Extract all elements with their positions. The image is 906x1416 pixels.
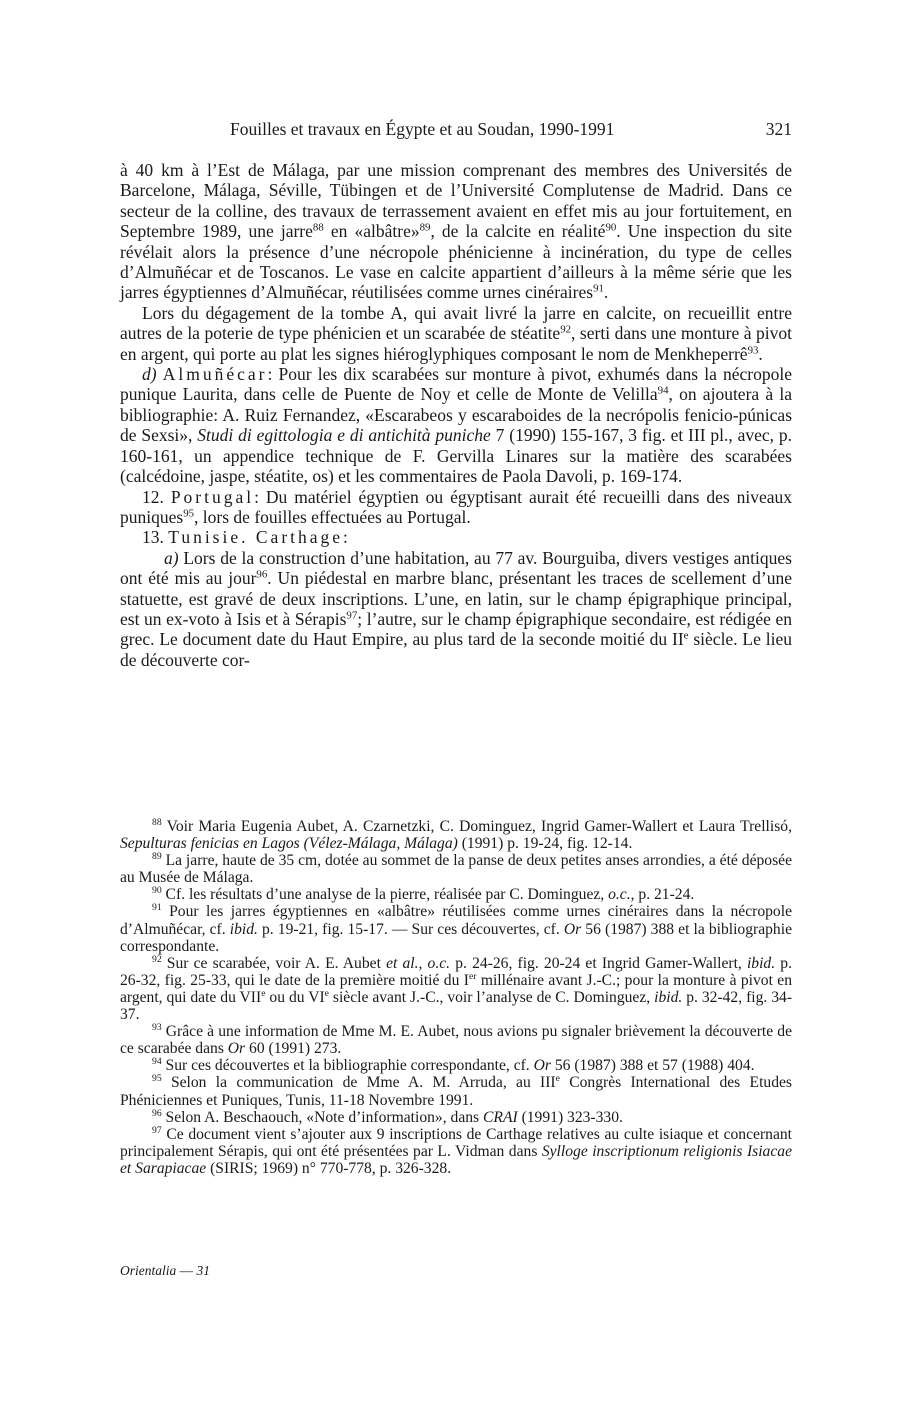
text-run: (SIRIS; 1969) n° 770-778, p. 326-328. [206,1159,452,1177]
footnote-ref[interactable]: 91 [593,282,604,295]
footnote-number: 92 [152,953,162,965]
text-run: 7 (1990) 155-167, 3 fig. et III pl., avec, p. 160-161, un appendice technique de F. Gervilla Linares sur la matière des scarabées (calcédoine, jaspe, stéatite, os) et les commentaires de Paola Davoli, p. 169-174. [120,425,793,487]
superscript: e [324,987,329,999]
footnote-ref[interactable]: 95 [183,507,195,520]
section-heading: Almuñécar [162,364,268,385]
footnote-90 [120,886,792,903]
superscript: e [261,987,266,999]
text-run: , on ajoutera à la bibliographie: A. Ruiz Fernandez, «Escarabeos y escaraboides de la necrópolis fenicio-púnicas de Sexsi», [120,384,792,446]
text-run: . [603,282,609,303]
citation-title: Sepulturas fenicias en Lagos (Vélez-Málaga, Málaga) [120,835,458,853]
signature-mark: 31 [196,1263,210,1278]
footnote-ref[interactable]: 96 [256,568,268,581]
footnote-92 [120,955,792,1023]
text-run: Sur ces découvertes et la bibliographie correspondante, cf. [161,1057,534,1075]
superscript: e [683,629,689,642]
footnote-96 [120,1109,792,1126]
section-heading: Portugal [170,486,255,507]
citation-abbrev: ibid. [746,954,776,972]
section-heading: Tunisie. Carthage [168,527,344,548]
text-run: p. 32-42, fig. 34-37. [120,988,793,1024]
text-run: (1991) 323-330. [517,1108,623,1126]
page-number: 321 [765,119,792,139]
footnotes [120,818,792,1177]
text-run: Pour les jarres égyptiennes en «albâtre» réutilisées comme urnes cinéraires dans la nécropole d’Almuñécar, cf. [120,903,792,938]
paragraph-tomb-a [120,303,792,364]
footnote-ref[interactable]: 88 [312,221,324,234]
paragraph-tunisie-heading [120,527,792,547]
footnote-ref[interactable]: 90 [605,221,617,234]
text-run: p. 24-26, fig. 20-24 et Ingrid Gamer-Wallert, [450,954,747,972]
journal-name: Orientalia [120,1263,177,1278]
text-run: à 40 km à l’Est de Málaga, par une mission comprenant des membres des Universités de Barcelone, Málaga, Séville, Tübingen et de l’Université Complutense de Madrid. Dans ce secteur de la colline, des travaux de terrassement avaient en effet mis au jour fortuitement, en Septembre 1989, une jarre [120,160,792,242]
footnote-ref[interactable]: 94 [657,384,669,397]
footnote-91 [120,903,792,954]
citation-journal: Or [563,920,582,938]
text-run: Congrès International des Etudes Phéniciennes et Puniques, Tunis, 11-18 Novembre 1991. [120,1074,792,1109]
main-text [120,160,792,670]
footnote-ref[interactable]: 93 [747,343,759,356]
footnote-95 [120,1074,792,1108]
footnote-number: 96 [152,1107,162,1119]
footnote-number: 89 [152,851,162,863]
text-run: 56 (1987) 388 et 57 (1988) 404. [550,1057,755,1075]
item-label: d) [142,364,157,385]
footnote-number: 90 [152,885,162,897]
footnote-number: 93 [152,1022,162,1034]
page-footer [120,1263,210,1279]
citation-abbrev: et al., o.c. [386,954,451,972]
running-title: Fouilles et travaux en Égypte et au Soudan, 1990-1991 [230,119,615,139]
text-run: La jarre, haute de 35 cm, dotée au sommet de la panse de deux petites anses arrondies, a été déposée au Musée de Málaga. [120,852,792,887]
text-run: siècle. Le lieu de découverte cor- [120,629,792,670]
text-run: Selon A. Beschaouch, «Note d’information», dans [161,1108,484,1126]
text-run: . Un piédestal en marbre blanc, présentant les traces de scellement d’une statuette, est gravé de deux inscriptions. L’une, en latin, sur le champ épigraphique principal, est un ex-voto à Isis et à Sérapis [120,568,792,629]
text-run: , p. 21-24. [630,886,695,904]
text-run: 56 (1987) 388 et la bibliographie correspondante. [120,920,792,955]
text-run: Grâce à une information de Mme M. E. Aubet, nous avions pu signaler brièvement la découverte de ce scarabée dans [120,1023,792,1058]
superscript: e [555,1073,560,1085]
paragraph-almunecar [120,364,792,486]
text-run: Voir Maria Eugenia Aubet, A. Czarnetzki, C. Dominguez, Ingrid Gamer-Wallert et Laura Trellisó, [161,818,792,835]
text-run: Selon la communication de Mme A. M. Arruda, au III [161,1074,556,1092]
section-number: 12. [142,486,164,507]
text-run: millénaire avant J.-C.; pour la monture à pivot en argent, qui date du VII [120,971,792,1006]
footnote-number: 94 [152,1056,162,1068]
footnote-88 [120,818,792,852]
paragraph-portugal [120,487,792,528]
citation-title: Studi di egittologia e di antichità puniche [197,425,491,446]
citation-journal: CRAI [483,1108,518,1126]
footnote-number: 95 [152,1073,162,1085]
text-run: Lors de la construction d’une habitation, au 77 av. Bourguiba, divers vestiges antiques ont été mis au jour [120,547,792,589]
citation-title: Sylloge inscriptionum religionis Isiacae et Sarapiacae [120,1142,792,1177]
citation-abbrev: o.c. [608,886,631,904]
text-run: : [343,527,348,548]
footnote-ref[interactable]: 92 [560,323,572,336]
text-run: . [758,343,763,364]
superscript: er [468,970,477,982]
text-run: , lors de fouilles effectuées au Portugal. [194,506,471,527]
footnote-97 [120,1126,792,1177]
text-run: , serti dans une monture à pivot en argent, qui porte au plat les signes hiéroglyphiques composant le nom de Menkheperrê [120,323,792,364]
text-run: , de la calcite en réalité [430,221,606,242]
text-run: siècle avant J.-C., voir l’analyse de C. Dominguez, [328,988,655,1006]
section-number: 13. [142,527,164,548]
text-run: p. 26-32, fig. 25-33, qui le date de la première moitié du I [120,954,792,989]
text-run: 60 (1991) 273. [245,1040,342,1058]
citation-abbrev: ibid. [229,920,258,938]
footnote-89 [120,852,792,886]
text-run: (1991) p. 19-24, fig. 12-14. [457,835,633,853]
text-run: en «albâtre» [323,221,420,242]
text-run: Cf. les résultats d’une analyse de la pierre, réalisée par C. Dominguez, [161,886,609,904]
text-run: : Du matériel égyptien ou égyptisant aurait été recueilli dans des niveaux puniques [120,486,792,527]
footnote-94 [120,1057,792,1074]
footnote-ref[interactable]: 97 [346,609,358,622]
text-run: Ce document vient s’ajouter aux 9 inscriptions de Carthage relatives au culte isiaque et concernant principalement Sérapis, qui ont été présentées par L. Vidman dans [120,1125,792,1160]
footnote-93 [120,1023,792,1057]
footnote-number: 88 [152,817,162,829]
text-run: . Une inspection du site révélait alors la présence d’une nécropole phénicienne à incinération, du type de celles d’Almuñécar et de Toscanos. Le vase en calcite appartient d’ailleurs à la même série que les jarres égyptiennes d’Almuñécar, réutilisées comme urnes cinéraires [120,221,793,303]
item-label: a) [164,547,179,568]
citation-journal: Or [227,1040,246,1058]
paragraph-tomb-discovery [120,160,792,303]
footer-separator: — [179,1263,194,1278]
footnote-number: 91 [152,902,162,914]
footnote-ref[interactable]: 89 [419,221,431,234]
citation-journal: Or [533,1057,551,1075]
text-run: : Pour les dix scarabées sur monture à pivot, exhumés dans la nécropole punique Laurita, dans celle de Puente de Noy et celle de Monte de Velilla [120,364,792,405]
paragraph-carthage-a [120,548,792,670]
text-run: p. 19-21, fig. 15-17. — Sur ces découvertes, cf. [257,920,564,938]
text-run: ; l’autre, sur le champ épigraphique secondaire, est rédigée en grec. Le document date du Haut Empire, au plus tard de la seconde moitié du II [120,608,793,650]
citation-abbrev: ibid. [654,988,683,1006]
text-run: ou du VI [265,988,325,1006]
footnote-number: 97 [152,1124,162,1136]
text-run: Lors du dégagement de la tombe A, qui avait livré la jarre en calcite, on recueillit entre autres de la poterie de type phénicien et un scarabée de stéatite [120,302,792,344]
text-run: Sur ce scarabée, voir A. E. Aubet [161,954,387,972]
